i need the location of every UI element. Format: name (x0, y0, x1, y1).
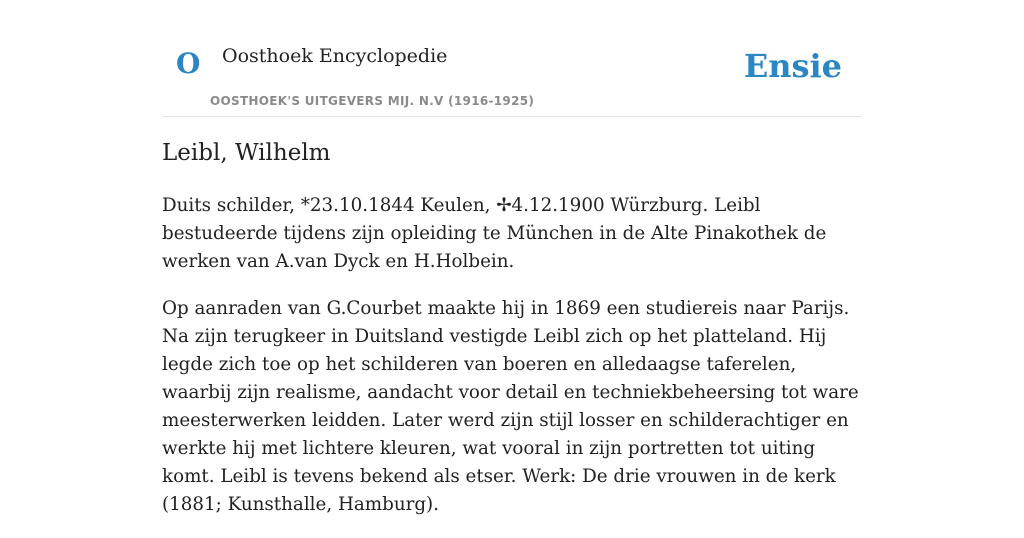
entry-paragraph: Duits schilder, *23.10.1844 Keulen, ✢4.12.1900 Würzburg. Leibl bestudeerde tijdens zijn opleiding te München in de Alte Pinakothek de werken van A.van Dyck en H.Holbein. (162, 195, 827, 272)
encyclopedia-logo-link[interactable]: O (176, 47, 201, 80)
publisher-label: OOSTHOEK'S UITGEVERS MIJ. N.V (1916-1925) (210, 94, 535, 108)
ensie-brand-logo[interactable]: Ensie (743, 47, 842, 85)
entry-body (162, 192, 862, 538)
site-header (162, 0, 862, 117)
entry-paragraph: Op aanraden van G.Courbet maakte hij in 1869 een studiereis naar Parijs. Na zijn terugkeer in Duitsland vestigde Leibl zich op het platteland. Hij legde zich toe op het schilderen van boeren en alledaagse taferelen, waarbij zijn realisme, aandacht voor detail en techniekbeheersing tot ware meesterwerken leidden. Later werd zijn stijl losser en schilderachtiger en werkte hij met lichtere kleuren, wat vooral in zijn portretten tot uiting komt. Leibl is tevens bekend als etser. Werk: De drie vrouwen in de kerk (1881; Kunsthalle, Hamburg). (162, 298, 859, 515)
encyclopedia-title-link[interactable]: Oosthoek Encyclopedie (222, 45, 448, 67)
page-container (162, 0, 862, 515)
entry-title: Leibl, Wilhelm (162, 140, 331, 166)
